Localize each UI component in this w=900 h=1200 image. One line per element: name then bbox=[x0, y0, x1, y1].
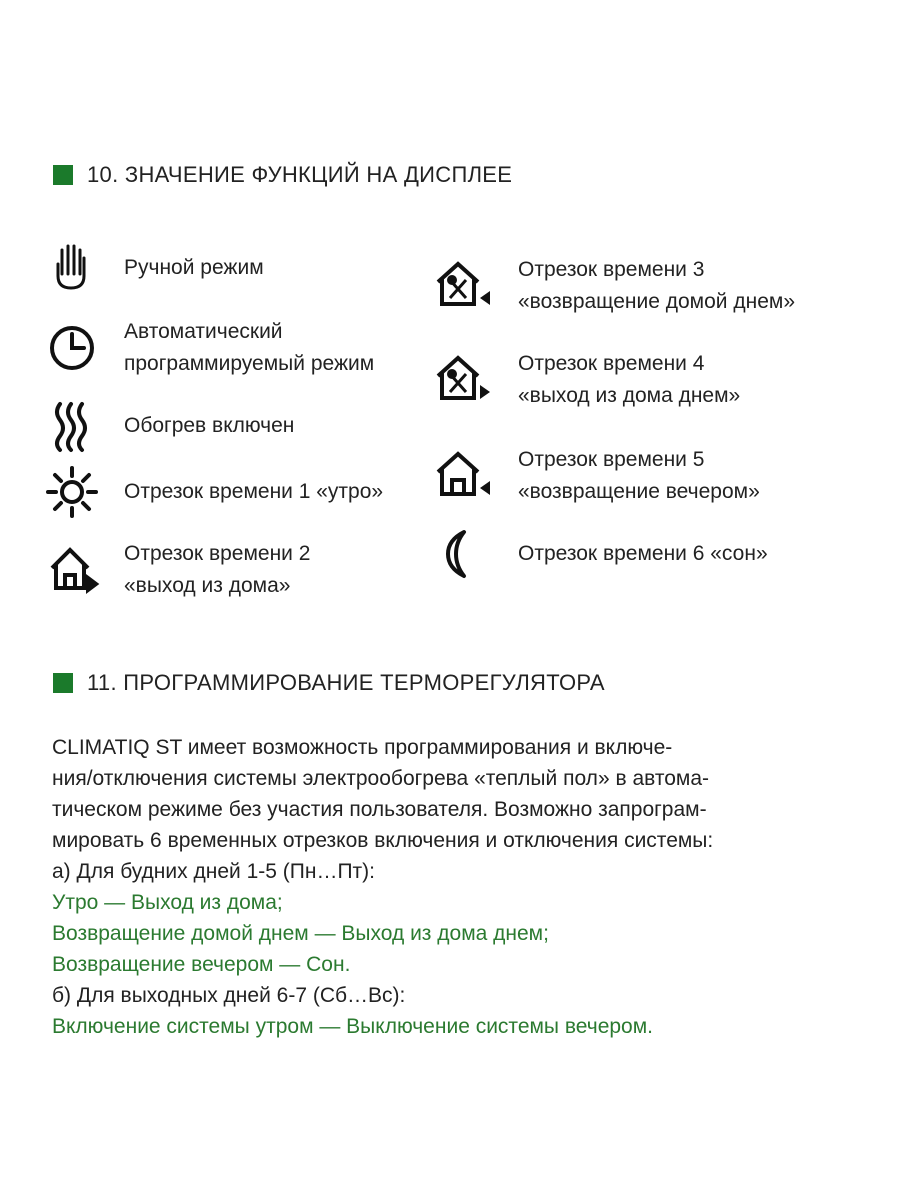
weekend-label: б) Для выходных дней 6-7 (Сб…Вс): bbox=[52, 984, 406, 1007]
section-marker bbox=[53, 673, 73, 693]
legend-text: Обогрев включен bbox=[124, 414, 295, 437]
section-11-title: 11. ПРОГРАММИРОВАНИЕ ТЕРМОРЕГУЛЯТОРА bbox=[87, 670, 605, 695]
legend-text: Автоматический программируемый режим bbox=[124, 320, 375, 375]
legend-period-1 bbox=[42, 464, 383, 520]
section-11-heading bbox=[53, 670, 605, 696]
legend-period-4 bbox=[432, 348, 740, 412]
legend-auto-mode bbox=[42, 316, 374, 380]
legend-text: Отрезок времени 2 «выход из дома» bbox=[124, 542, 311, 597]
paragraph-line: CLIMATIQ ST имеет возможность программирования и включе- bbox=[52, 736, 673, 759]
weekday-schedule-line: Возвращение вечером — Сон. bbox=[52, 953, 351, 976]
paragraph-line: мировать 6 временных отрезков включения и отключения системы: bbox=[52, 829, 714, 852]
heating-waves-icon bbox=[42, 398, 102, 454]
weekdays-label: а) Для будних дней 1-5 (Пн…Пт): bbox=[52, 860, 375, 883]
clock-icon bbox=[42, 320, 102, 376]
legend-text: Отрезок времени 6 «сон» bbox=[518, 542, 768, 565]
house-return-icon bbox=[432, 448, 492, 504]
legend-period-2 bbox=[42, 538, 310, 602]
hand-icon bbox=[42, 240, 102, 296]
legend-period-3 bbox=[432, 254, 795, 318]
section-marker bbox=[53, 165, 73, 185]
weekday-schedule-line: Возвращение домой днем — Выход из дома днем; bbox=[52, 922, 549, 945]
legend-text: Отрезок времени 4 «выход из дома днем» bbox=[518, 352, 741, 407]
house-exit-icon bbox=[42, 542, 102, 598]
house-lunch-return-icon bbox=[432, 258, 492, 314]
sun-icon bbox=[42, 464, 102, 520]
legend-manual-mode bbox=[42, 240, 264, 296]
paragraph-line: ния/отключения системы электрообогрева «теплый пол» в автома- bbox=[52, 767, 709, 790]
legend-text: Отрезок времени 3 «возвращение домой днем» bbox=[518, 258, 796, 313]
legend-heating-on bbox=[42, 398, 294, 454]
weekday-schedule-line: Утро — Выход из дома; bbox=[52, 891, 283, 914]
moon-icon bbox=[432, 526, 492, 582]
paragraph-line: тическом режиме без участия пользователя. Возможно запрограм- bbox=[52, 798, 707, 821]
legend-text: Отрезок времени 5 «возвращение вечером» bbox=[518, 448, 760, 503]
section-10-heading bbox=[53, 162, 512, 188]
legend-period-6 bbox=[432, 526, 768, 582]
legend-period-5 bbox=[432, 444, 760, 508]
weekend-schedule-line: Включение системы утром — Выключение системы вечером. bbox=[52, 1015, 654, 1038]
legend-text: Отрезок времени 1 «утро» bbox=[124, 480, 384, 503]
legend-text: Ручной режим bbox=[124, 256, 264, 279]
programming-description bbox=[52, 732, 852, 1042]
house-lunch-exit-icon bbox=[432, 352, 492, 408]
section-10-title: 10. ЗНАЧЕНИЕ ФУНКЦИЙ НА ДИСПЛЕЕ bbox=[87, 162, 513, 187]
